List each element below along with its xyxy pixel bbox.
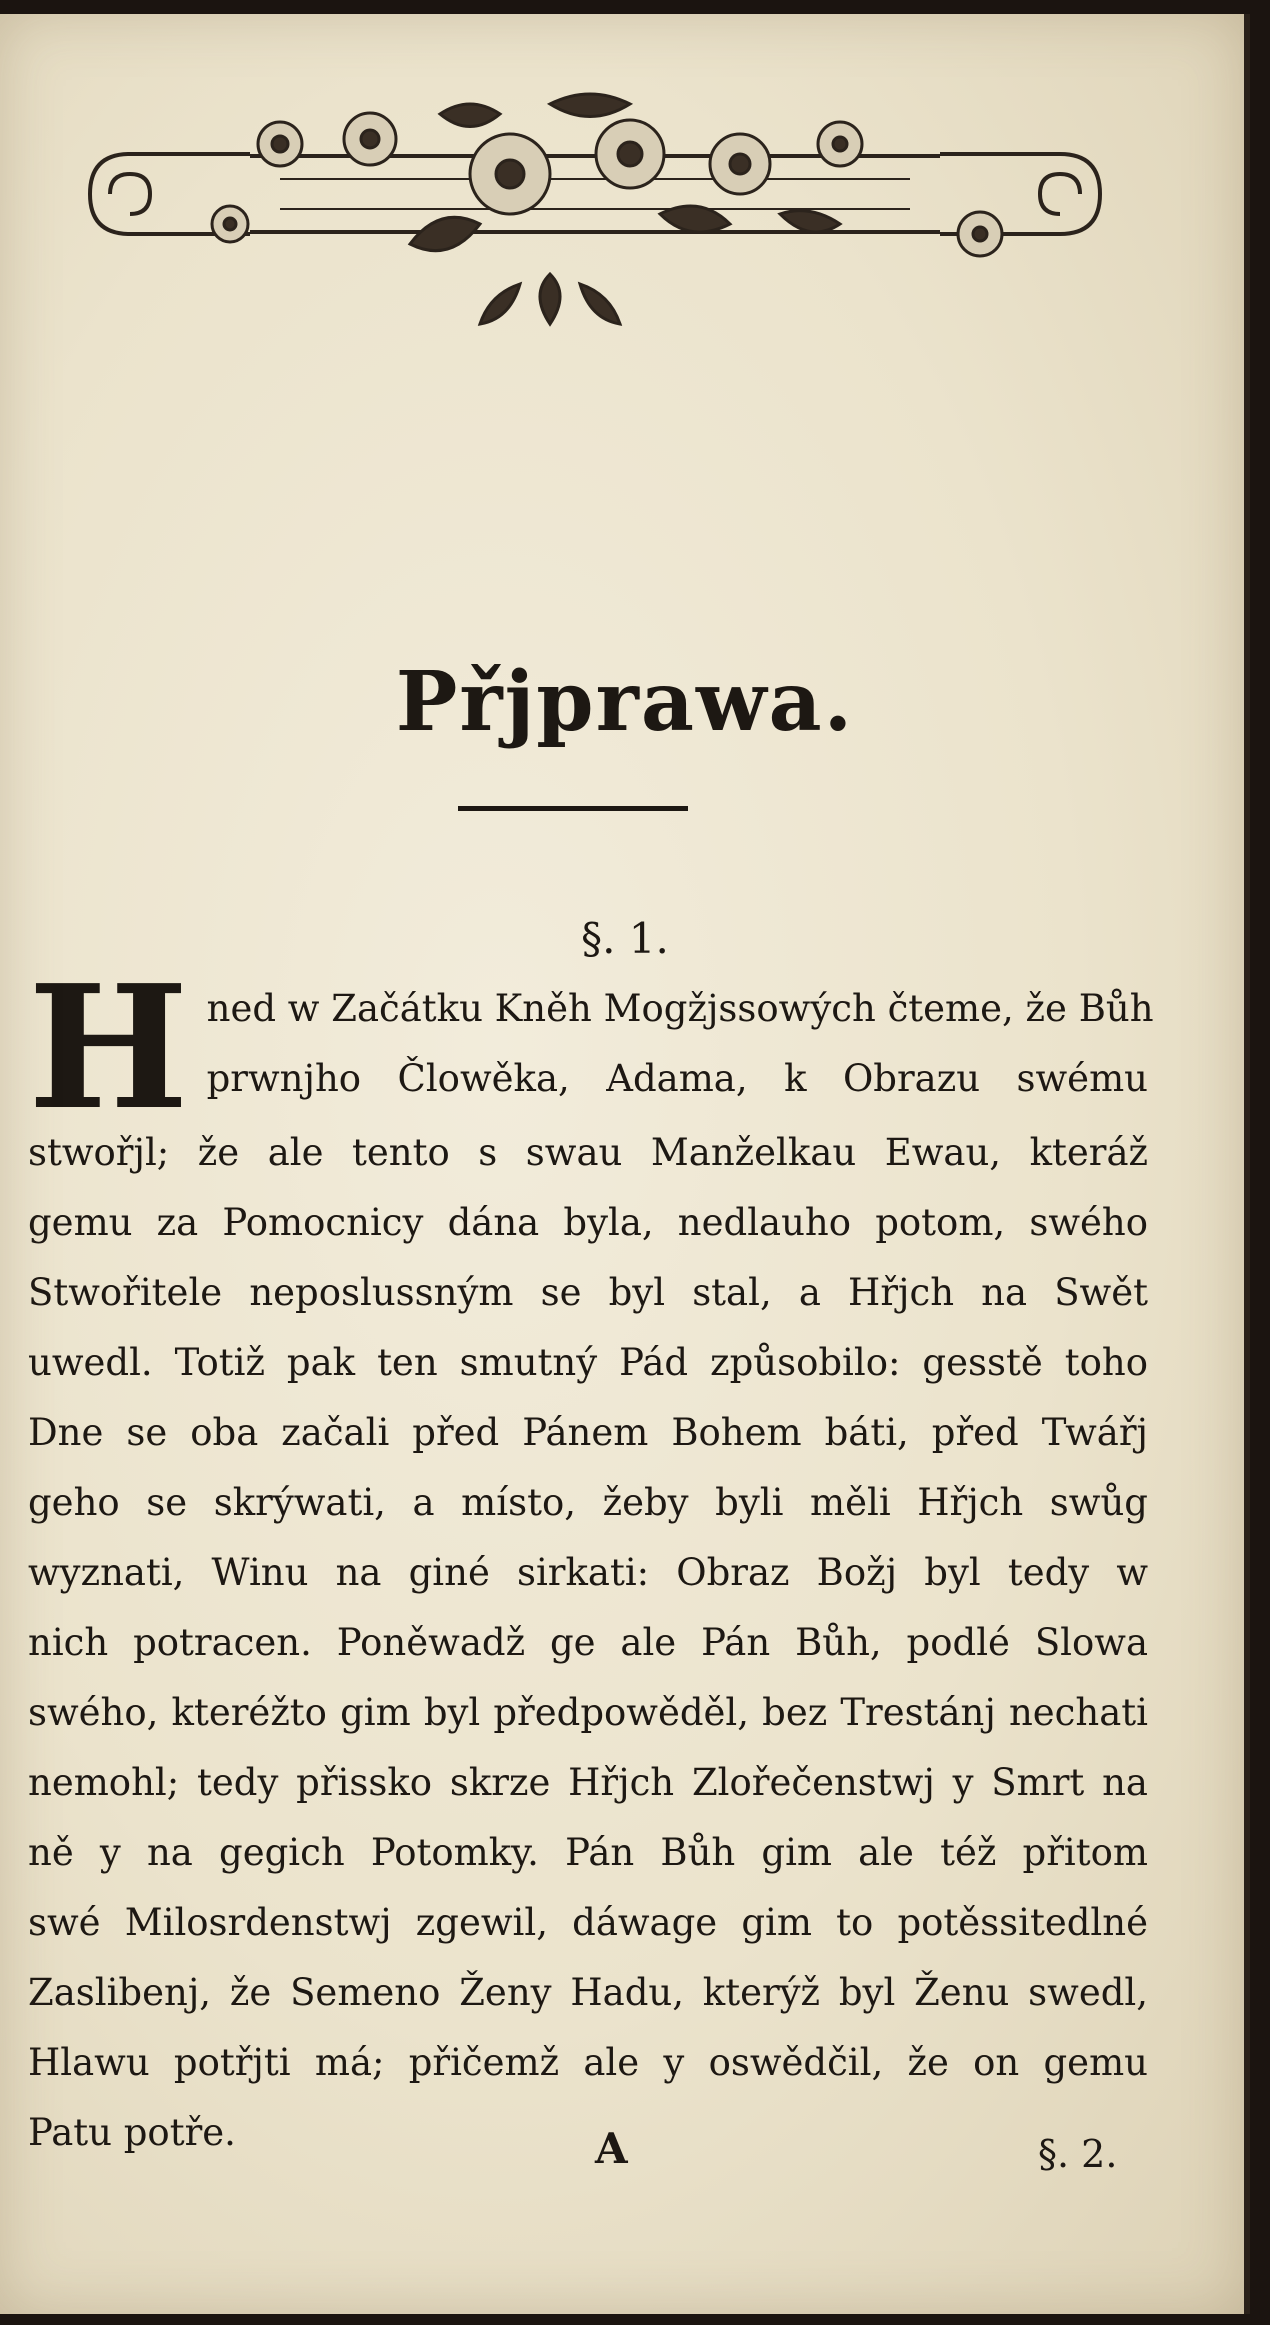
text-line: ně y na gegich Potomky. Pán Bůh gim ale též přitom: [28, 1831, 1148, 1874]
text-line: prwnjho Člowěka, Adama, k Obrazu swému: [206, 1057, 1148, 1100]
text-line: Zaslibenj, že Semeno Ženy Hadu, kterýž byl Ženu swedl,: [28, 1971, 1148, 2014]
text-line: gemu za Pomocnicy dána byla, nedlauho potom, swého: [28, 1201, 1148, 1244]
text-line: ned w Začátku Kněh Mogžjssowých čteme, že Bůh: [206, 987, 1154, 1030]
text-line: geho se skrýwati, a místo, žeby byli měli Hřjch swůg: [28, 1481, 1148, 1524]
title-rule: [458, 806, 688, 811]
catchword: §. 2.: [1038, 2132, 1118, 2176]
body-paragraph: [28, 948, 1154, 2168]
text-line: uwedl. Totiž pak ten smutný Pád způsobilo: gesstě toho: [28, 1341, 1148, 1384]
text-line: Dne se oba začali před Pánem Bohem báti, před Twářj: [28, 1411, 1148, 1454]
text-line: wyznati, Winu na giné sirkati: Obraz Božj byl tedy w: [28, 1551, 1148, 1594]
text-line: nemohl; tedy přissko skrze Hřjch Zlořečenstwj y Smrt na: [28, 1761, 1148, 1804]
text-line: Hlawu potřjti má; přičemž ale y oswědčil, že on gemu: [28, 2041, 1148, 2084]
text-line: Stwořitele neposlussným se byl stal, a Hřjch na Swět: [28, 1271, 1148, 1314]
drop-capital: H: [28, 948, 189, 1148]
page-title: Přjprawa.: [395, 654, 855, 750]
text-line: nich potracen. Poněwadž ge ale Pán Bůh, podlé Slowa: [28, 1621, 1148, 1664]
text-line: stwořjl; že ale tento s swau Manželkau Ewau, kteráž: [28, 1131, 1148, 1174]
section-number: §. 1.: [581, 914, 669, 963]
floral-ornament-icon: [80, 84, 1110, 344]
text-line: swé Milosrdenstwj zgewil, dáwage gim to potěssitedlné: [28, 1901, 1148, 1944]
text-line: swého, kteréžto gim byl předpowěděl, bez Trestánj nechati: [28, 1691, 1148, 1734]
book-page: [0, 14, 1250, 2314]
text-line: Patu potře.: [28, 2111, 236, 2154]
signature-mark: A: [595, 2124, 628, 2173]
